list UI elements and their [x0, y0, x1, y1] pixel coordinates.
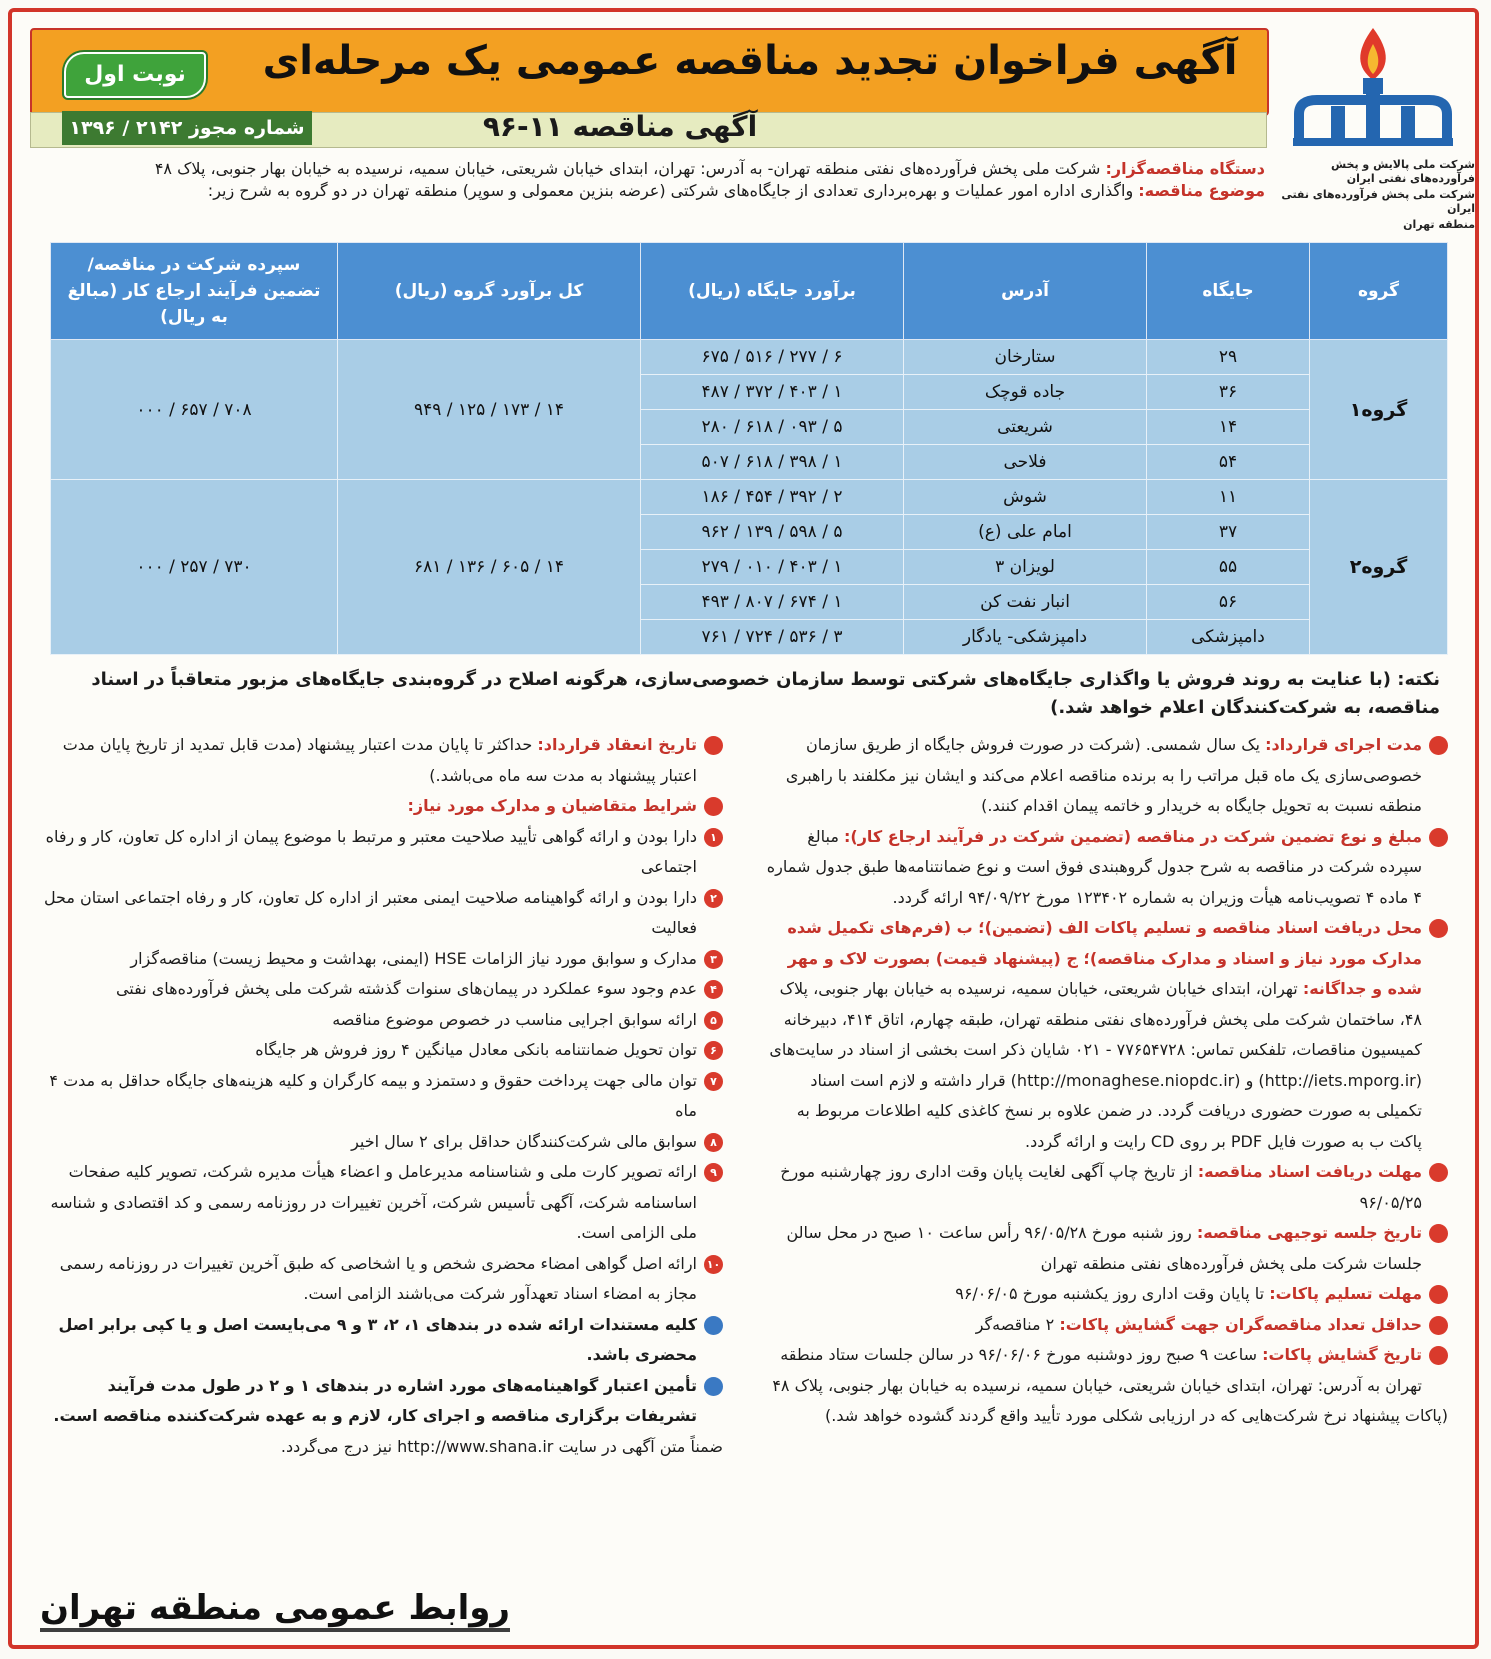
- address-cell: ستارخان: [904, 340, 1147, 375]
- item-text: تهران، ابتدای خیابان شریعتی، خیابان سمیه، نرسیده به خیابان بهار جنوبی، پلاک ۴۸، ساختمان شرکت ملی پخش فرآورده‌های نفتی منطقه تهران، طبقه چهارم، اتاق ۴۱۴، دبیرخانه کمیسیون مناقصات، تلفکس تماس: ۷۷۶۵۴۷۲۸ - ۰۲۱ شایان ذکر است بخشی از اسناد در سایت‌های (http://iets.mporg.ir) و (http://monaghese.niopdc.ir) قرار داشته و لازم است اسناد تکمیلی به صورت حضوری دریافت گردد. در ضمن علاوه بر نسخ کاغذی کلیه اطلاعات مربوط به پاکت ب به صورت فایل PDF بر روی CD رایت و ارائه گردد.: [769, 979, 1422, 1151]
- station-cell: ۱۱: [1147, 480, 1310, 515]
- item-label: تاریخ گشایش پاکات:: [1262, 1345, 1422, 1364]
- number-bullet-icon: ۱۰: [704, 1255, 723, 1274]
- col-header-estimate: برآورد جایگاه (ریال): [641, 243, 904, 340]
- col-header-deposit: سپرده شرکت در مناقصه/ تضمین فرآیند ارجاع کار (مبالغ به ریال): [51, 243, 338, 340]
- footer-text: روابط عمومی منطقه تهران: [40, 1588, 510, 1632]
- number-bullet-icon: ۴: [704, 980, 723, 999]
- site-note: ضمناً متن آگهی در سایت http://www.shana.ir نیز درج می‌گردد.: [280, 1436, 723, 1456]
- station-cell: دامپزشکی: [1147, 620, 1310, 655]
- table-row: [51, 480, 1448, 515]
- station-cell: ۵۵: [1147, 550, 1310, 585]
- estimate-cell: ۱ / ۴۰۳ / ۳۷۲ / ۴۸۷: [641, 375, 904, 410]
- col-header-address: آدرس: [904, 243, 1147, 340]
- estimate-cell: ۲ / ۳۹۲ / ۴۵۴ / ۱۸۶: [641, 480, 904, 515]
- group-deposit: ۷۳۰ / ۲۵۷ / ۰۰۰: [51, 480, 338, 655]
- address-cell: جاده قوچک: [904, 375, 1147, 410]
- bullet-icon: [1429, 1163, 1448, 1182]
- footer-signature: [40, 1588, 600, 1632]
- list-item: [38, 730, 723, 791]
- table-header-row: [51, 243, 1448, 340]
- station-cell: ۳۶: [1147, 375, 1310, 410]
- bullet-icon: [1429, 919, 1448, 938]
- logo-caption-line: شرکت ملی پخش فرآورده‌های نفتی ایران: [1281, 188, 1475, 215]
- right-column: [760, 730, 1448, 1432]
- list-item: [760, 1157, 1448, 1218]
- item-text: روز شنبه مورخ ۹۶/۰۵/۲۸ رأس ساعت ۱۰ صبح در محل سالن جلسات شرکت ملی پخش فرآورده‌های نفتی منطقه تهران: [786, 1223, 1422, 1273]
- address-cell: انبار نفت کن: [904, 585, 1147, 620]
- stations-table: [50, 242, 1448, 655]
- station-cell: ۵۶: [1147, 585, 1310, 620]
- list-item: [38, 883, 723, 944]
- item-text: حداکثر تا پایان مدت اعتبار پیشنهاد (مدت قابل تمدید از تاریخ پایان مدت اعتبار پیشنهاد به مدت سه ماه می‌باشد.): [62, 735, 697, 785]
- ad-title: آگهی فراخوان تجدید مناقصه عمومی یک مرحله‌ای: [262, 38, 1238, 84]
- left-column: [38, 730, 723, 1462]
- logo-caption: [1275, 158, 1475, 234]
- col-header-total: کل برآورد گروه (ریال): [338, 243, 641, 340]
- group-total: ۱۴ / ۱۷۳ / ۱۲۵ / ۹۴۹: [338, 340, 641, 480]
- item-text: ارائه اصل گواهی امضاء محضری شخص و یا اشخاصی که طبق آخرین تغییرات در روزنامه رسمی مجاز به امضاء اسناد تعهدآور شرکت می‌باشند الزامی است.: [59, 1253, 697, 1303]
- item-text: از تاریخ چاپ آگهی لغایت پایان وقت اداری روز چهارشنبه مورخ ۹۶/۰۵/۲۵: [780, 1162, 1422, 1212]
- list-item: [760, 822, 1448, 914]
- address-cell: دامپزشکی- یادگار: [904, 620, 1147, 655]
- number-bullet-icon: ۳: [704, 950, 723, 969]
- address-cell: فلاحی: [904, 445, 1147, 480]
- docs-note: کلیه مستندات ارائه شده در بندهای ۱، ۲، ۳ و ۹ می‌بایست اصل و یا کپی برابر اصل محضری باشد.: [58, 1314, 697, 1364]
- validity-note: تأمین اعتبار گواهینامه‌های مورد اشاره در بندهای ۱ و ۲ در طول مدت فرآیند تشریفات برگزاری مناقصه و اجرای کار، لازم و به عهده شرکت‌کننده مناقصه است.: [53, 1375, 697, 1425]
- group-name: گروه۲: [1310, 480, 1448, 655]
- list-item: [760, 1279, 1448, 1310]
- number-bullet-icon: ۷: [704, 1072, 723, 1091]
- table-row: [51, 340, 1448, 375]
- item-text: یک سال شمسی. (شرکت در صورت فروش جایگاه از طریق سازمان خصوصی‌سازی یک ماه قبل مراتب را به برنده مناقصه اعلام می‌کند و ایشان نیز مکلفند با راهبری منطقه نسبت به تحویل جایگاه به خریدار و خاتمه پیمان اقدام کنند.): [785, 735, 1422, 815]
- org-address: شرکت ملی پخش فرآورده‌های نفتی منطقه تهران- به آدرس: تهران، ابتدای خیابان شریعتی، خیابان سمیه، نرسیده به خیابان بهار جنوبی، پلاک ۴۸: [154, 159, 1101, 178]
- address-cell: شوش: [904, 480, 1147, 515]
- estimate-cell: ۱ / ۳۹۸ / ۶۱۸ / ۵۰۷: [641, 445, 904, 480]
- logo-caption-line: شرکت ملی پالایش و پخش فرآورده‌های نفتی ایران: [1330, 158, 1475, 185]
- bullet-icon: [1429, 828, 1448, 847]
- group-name: گروه۱: [1310, 340, 1448, 480]
- item-text: دارا بودن و ارائه گواهینامه صلاحیت ایمنی معتبر از اداره کل تعاون، کار و رفاه اجتماعی استان محل فعالیت: [43, 887, 697, 937]
- org-info: [40, 158, 1265, 202]
- list-item: [38, 1249, 723, 1310]
- group-deposit: ۷۰۸ / ۶۵۷ / ۰۰۰: [51, 340, 338, 480]
- list-item: [38, 822, 723, 883]
- item-label: تاریخ انعقاد قرارداد:: [537, 735, 697, 754]
- address-cell: شریعتی: [904, 410, 1147, 445]
- list-item: [760, 913, 1448, 1157]
- list-item: [38, 1310, 723, 1371]
- list-item: [38, 1035, 723, 1066]
- list-item: [760, 1340, 1448, 1401]
- item-label: مبلغ و نوع تضمین شرکت در مناقصه (تضمین شرکت در فرآیند ارجاع کار):: [843, 826, 1422, 846]
- bullet-icon: [1429, 1346, 1448, 1365]
- item-label: مدت اجرای قرارداد:: [1265, 735, 1422, 754]
- list-item: [38, 974, 723, 1005]
- bullet-icon: [1429, 1316, 1448, 1335]
- address-cell: امام علی (ع): [904, 515, 1147, 550]
- item-text: ارائه سوابق اجرایی مناسب در خصوص موضوع مناقصه: [332, 1009, 697, 1029]
- item-text: مدارک و سوابق مورد نیاز الزامات HSE (ایمنی، بهداشت و محیط زیست) مناقصه‌گزار: [130, 948, 697, 968]
- list-item: [38, 791, 723, 822]
- item-text: توان مالی جهت پرداخت حقوق و دستمزد و بیمه کارگران و کلیه هزینه‌های جایگاه حداقل به مدت ۴ ماه: [49, 1070, 697, 1120]
- subject-label: موضوع مناقصه:: [1138, 181, 1265, 200]
- bullet-icon: [1429, 736, 1448, 755]
- list-item: [38, 1005, 723, 1036]
- bullet-icon: [704, 797, 723, 816]
- item-text: ساعت ۹ صبح روز دوشنبه مورخ ۹۶/۰۶/۰۶ در سالن جلسات ستاد منطقه تهران به آدرس: تهران، ابتدای خیابان شریعتی، خیابان سمیه، نرسیده به خیابان بهار جنوبی، پلاک ۴۸: [772, 1345, 1422, 1395]
- station-cell: ۱۴: [1147, 410, 1310, 445]
- estimate-cell: ۱ / ۴۰۳ / ۰۱۰ / ۲۷۹: [641, 550, 904, 585]
- item-label: حداقل تعداد مناقصه‌گران جهت گشایش پاکات:: [1059, 1314, 1422, 1334]
- round-badge: نوبت اول: [64, 52, 206, 98]
- col-header-station: جایگاه: [1147, 243, 1310, 340]
- list-item: [38, 1371, 723, 1432]
- item-text: دارا بودن و ارائه گواهی تأیید صلاحیت معتبر و مرتبط با موضوع پیمان از اداره کل تعاون، کار و رفاه اجتماعی: [45, 826, 697, 876]
- station-cell: ۳۷: [1147, 515, 1310, 550]
- item-text: عدم وجود سوء عملکرد در پیمان‌های سنوات گذشته شرکت ملی پخش فرآورده‌های نفتی: [115, 979, 697, 998]
- item-text: تا پایان وقت اداری روز یکشنبه مورخ ۹۶/۰۶/۰۵: [955, 1284, 1265, 1303]
- grouping-note: نکته: (با عنایت به روند فروش یا واگذاری جایگاه‌های شرکتی توسط سازمان خصوصی‌سازی، هرگونه اصلاح در گروه‌بندی جایگاه‌های مزبور متعاقباً در اسناد مناقصه، به شرکت‌کنندگان اعلام خواهد شد.): [91, 669, 1440, 718]
- item-text: ارائه تصویر کارت ملی و شناسنامه مدیرعامل و اعضاء هیأت مدیره شرکت، تصویر کلیه صفحات اساسنامه شرکت، آگهی تأسیس شرکت، آخرین تغییرات در روزنامه رسمی و کد اقتصادی و شناسه ملی الزامی است.: [50, 1162, 697, 1242]
- estimate-cell: ۱ / ۶۷۴ / ۸۰۷ / ۴۹۳: [641, 585, 904, 620]
- item-label: شرایط متقاضیان و مدارک مورد نیاز:: [407, 796, 697, 815]
- permit-number: شماره مجوز ۲۱۴۲ / ۱۳۹۶: [62, 111, 312, 145]
- estimate-cell: ۶ / ۲۷۷ / ۵۱۶ / ۶۷۵: [641, 340, 904, 375]
- number-bullet-icon: ۸: [704, 1133, 723, 1152]
- item-label: مهلت دریافت اسناد مناقصه:: [1197, 1162, 1422, 1181]
- estimate-cell: ۳ / ۵۳۶ / ۷۲۴ / ۷۶۱: [641, 620, 904, 655]
- item-text: مبالغ سپرده شرکت در مناقصه به شرح جدول گروهبندی فوق است و نوع ضمانتنامه‌ها طبق جدول شماره ۴ ماده ۴ تصویب‌نامه هیأت وزیران به شماره ۱۲۳۴۰۲ مورخ ۹۴/۰۹/۲۲ ارائه گردد.: [766, 826, 1422, 907]
- list-item: [38, 944, 723, 975]
- item-text: ۲ مناقصه‌گر: [975, 1314, 1055, 1334]
- list-item: [760, 1310, 1448, 1341]
- estimate-cell: ۵ / ۰۹۳ / ۶۱۸ / ۲۸۰: [641, 410, 904, 445]
- estimate-cell: ۵ / ۵۹۸ / ۱۳۹ / ۹۶۲: [641, 515, 904, 550]
- number-bullet-icon: ۶: [704, 1041, 723, 1060]
- address-cell: لویزان ۳: [904, 550, 1147, 585]
- bullet-icon: [1429, 1224, 1448, 1243]
- col-header-group: گروه: [1310, 243, 1448, 340]
- item-text: توان تحویل ضمانتنامه بانکی معادل میانگین ۴ روز فروش هر جایگاه: [255, 1040, 697, 1059]
- list-item: [38, 1127, 723, 1158]
- bullet-icon: [704, 1377, 723, 1396]
- list-item: [38, 1066, 723, 1127]
- station-cell: ۵۴: [1147, 445, 1310, 480]
- list-item: [760, 1218, 1448, 1279]
- item-text: سوابق مالی شرکت‌کنندگان حداقل برای ۲ سال اخیر: [351, 1131, 697, 1151]
- item-label: تاریخ جلسه توجیهی مناقصه:: [1196, 1223, 1422, 1242]
- number-bullet-icon: ۵: [704, 1011, 723, 1030]
- item-label: مهلت تسلیم پاکات:: [1269, 1284, 1422, 1303]
- bullet-icon: [1429, 1285, 1448, 1304]
- logo-caption-line: منطقه تهران: [1403, 218, 1475, 231]
- item-label: محل دریافت اسناد مناقصه و تسلیم پاکات الف (تضمین)؛ ب (فرم‌های تکمیل شده مدارک مورد نیاز و اسناد و مدارک مناقصه)؛ ج (پیشنهاد قیمت) بصورت لاک و مهر شده و جداگانه:: [787, 918, 1422, 998]
- list-item: [760, 730, 1448, 822]
- torch-flame-logo-icon: [1285, 22, 1461, 154]
- opening-note: (پاکات پیشنهاد نرخ شرکت‌هایی که در ارزیابی شکلی مورد تأیید واقع گردند گشوده خواهد شد.): [825, 1406, 1448, 1425]
- tender-number: آگهی مناقصه ۱۱-۹۶: [482, 110, 758, 143]
- number-bullet-icon: ۱: [704, 828, 723, 847]
- number-bullet-icon: ۹: [704, 1163, 723, 1182]
- bullet-icon: [704, 736, 723, 755]
- subject-text: واگذاری اداره امور عملیات و بهره‌برداری تعدادی از جایگاه‌های شرکتی (عرضه بنزین معمولی و سوپر) منطقه تهران در دو گروه به شرح زیر:: [207, 181, 1134, 200]
- station-cell: ۲۹: [1147, 340, 1310, 375]
- list-item: [38, 1157, 723, 1249]
- number-bullet-icon: ۲: [704, 889, 723, 908]
- org-label: دستگاه مناقصه‌گزار:: [1105, 159, 1265, 178]
- bullet-icon: [704, 1316, 723, 1335]
- group-total: ۱۴ / ۶۰۵ / ۱۳۶ / ۶۸۱: [338, 480, 641, 655]
